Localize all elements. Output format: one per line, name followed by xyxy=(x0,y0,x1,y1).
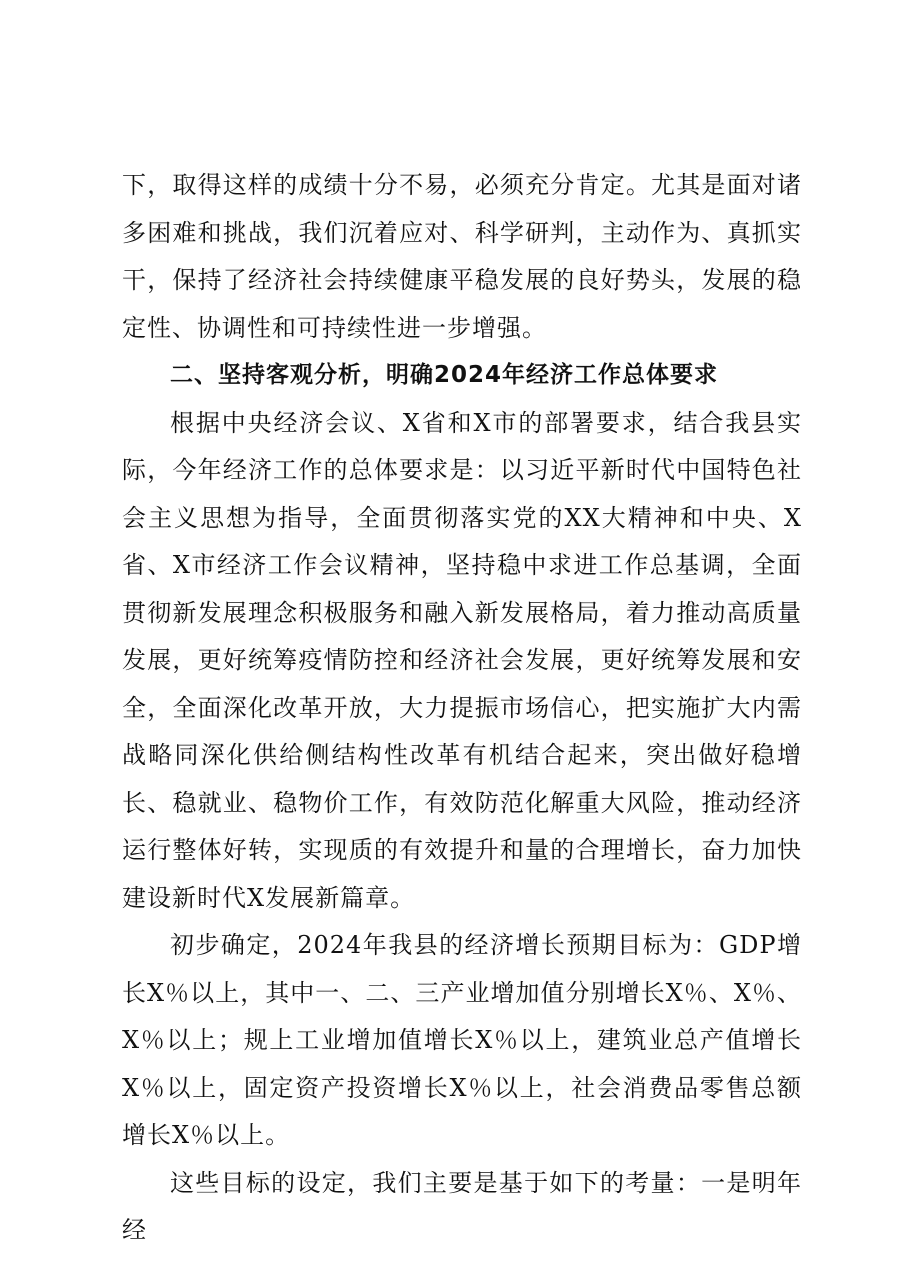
document-body xyxy=(122,162,802,1255)
paragraph-growth-targets: 初步确定，2024年我县的经济增长预期目标为：GDP增长X％以上，其中一、二、三产业增加值分别增长X％、X％、X％以上；规上工业增加值增长X％以上，建筑业总产值增长X％以上，固定资产投资增长X％以上，社会消费品零售总额增长X％以上。 xyxy=(122,931,802,1149)
section-heading: 二、坚持客观分析，明确2024年经济工作总体要求 xyxy=(170,362,719,388)
paragraph-overall-requirements: 根据中央经济会议、X省和X市的部署要求，结合我县实际，今年经济工作的总体要求是：以习近平新时代中国特色社会主义思想为指导，全面贯彻落实党的XX大精神和中央、X省、X市经济工作会议精神，坚持稳中求进工作总基调，全面贯彻新发展理念积极服务和融入新发展格局，着力推动高质量发展，更好统筹疫情防控和经济社会发展，更好统筹发展和安全，全面深化改革开放，大力提振市场信心，把实施扩大内需战略同深化供给侧结构性改革有机结合起来，突出做好稳增长、稳就业、稳物价工作，有效防范化解重大风险，推动经济运行整体好转，实现质的有效提升和量的合理增长，奋力加快建设新时代X发展新篇章。 xyxy=(122,408,802,912)
paragraph-continuation: 下，取得这样的成绩十分不易，必须充分肯定。尤其是面对诸多困难和挑战，我们沉着应对、科学研判，主动作为、真抓实干，保持了经济社会持续健康平稳发展的良好势头，发展的稳定性、协调性和可持续性进一步增强。 xyxy=(122,171,802,342)
paragraph-considerations: 这些目标的设定，我们主要是基于如下的考量：一是明年经 xyxy=(122,1168,802,1244)
